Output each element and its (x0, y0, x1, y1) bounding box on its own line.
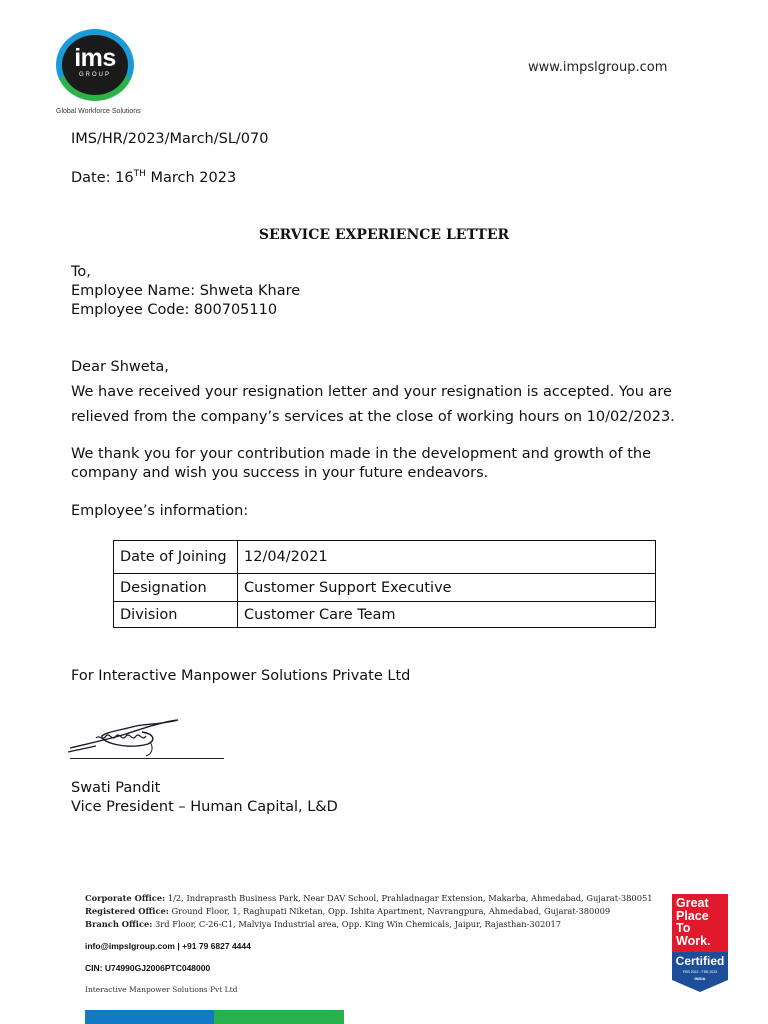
signature-image (66, 712, 186, 762)
signatory-title: Vice President – Human Capital, L&D (71, 799, 338, 815)
employee-code: Employee Code: 800705110 (71, 302, 278, 318)
paragraph-1-line-1: We have received your resignation letter and your resignation is accepted. You are (71, 384, 672, 400)
employee-name: Employee Name: Shweta Khare (71, 283, 301, 299)
website-link[interactable]: www.impslgroup.com (528, 60, 668, 75)
letter-title: SERVICE EXPERIENCE LETTER (258, 227, 510, 243)
paragraph-1-line-2: relieved from the company’s services at the close of working hours on 10/02/2023. (71, 409, 675, 425)
gptw-badge (672, 894, 728, 992)
gptw-dates: FEB 2022 - FEB 2023 (682, 970, 718, 974)
cin-number: CIN: U74990GJ2006PTC048000 (85, 963, 211, 973)
recipient-to: To, (71, 264, 91, 280)
paragraph-2-line-1: We thank you for your contribution made in the development and growth of the (71, 446, 652, 462)
footer-bar-blue (85, 1010, 214, 1024)
info-value: Customer Support Executive (238, 574, 656, 602)
company-line: For Interactive Manpower Solutions Private Ltd (71, 668, 411, 684)
registered-office (85, 906, 610, 916)
registered-office-label: Registered Office: (85, 906, 169, 916)
gptw-certified: Certified (675, 954, 725, 968)
employee-info-table (113, 540, 656, 628)
info-label: Date of Joining (114, 541, 238, 574)
info-heading: Employee’s information: (71, 503, 249, 519)
signature-line (70, 758, 224, 759)
info-value: Customer Care Team (238, 602, 656, 628)
gptw-country: INDIA (694, 976, 706, 981)
table-row (114, 602, 656, 628)
info-label: Division (114, 602, 238, 628)
logo-tagline: Global Workforce Solutions (56, 108, 141, 115)
logo-text: ims (74, 44, 116, 72)
gptw-line-1: Great (676, 896, 709, 910)
paragraph-2-line-2: company and wish you success in your future endeavors. (71, 465, 489, 481)
date-suffix: March 2023 (145, 170, 237, 186)
info-value: 12/04/2021 (238, 541, 656, 574)
table-row (114, 541, 656, 574)
salutation: Dear Shweta, (71, 359, 169, 375)
letter-date (71, 169, 236, 188)
footer-bar-green (214, 1010, 344, 1024)
corporate-office-label: Corporate Office: (85, 893, 166, 903)
branch-office (85, 919, 561, 929)
company-name-small: Interactive Manpower Solutions Pvt Ltd (85, 985, 238, 994)
signatory-name: Swati Pandit (71, 780, 161, 796)
gptw-line-2: Place (676, 908, 709, 923)
date-superscript: TH (133, 169, 146, 180)
contact-info: info@impslgroup.com | +91 79 6827 4444 (85, 941, 251, 951)
date-prefix: Date: 16 (71, 170, 134, 186)
branch-office-address: 3rd Floor, C-26-C1, Malviya Industrial area, Opp. King Win Chemicals, Jaipur, Rajasthan-302017 (152, 919, 562, 929)
branch-office-label: Branch Office: (85, 919, 153, 929)
gptw-badge-red (672, 894, 728, 952)
company-logo-core (62, 35, 128, 95)
logo-subtext: GROUP (78, 72, 111, 78)
corporate-office-address: 1/2, Indraprasth Business Park, Near DAV School, Prahladnagar Extension, Makarba, Ahmedabad, Gujarat-380051 (165, 893, 653, 903)
registered-office-address: Ground Floor, 1, Raghupati Niketan, Opp. Ishita Apartment, Navrangpura, Ahmedabad, Gujarat-380009 (168, 906, 611, 916)
info-label: Designation (114, 574, 238, 602)
reference-number: IMS/HR/2023/March/SL/070 (71, 131, 269, 147)
gptw-line-3: To (676, 921, 691, 935)
gptw-line-4: Work. (676, 933, 711, 948)
table-row (114, 574, 656, 602)
corporate-office (85, 893, 653, 903)
